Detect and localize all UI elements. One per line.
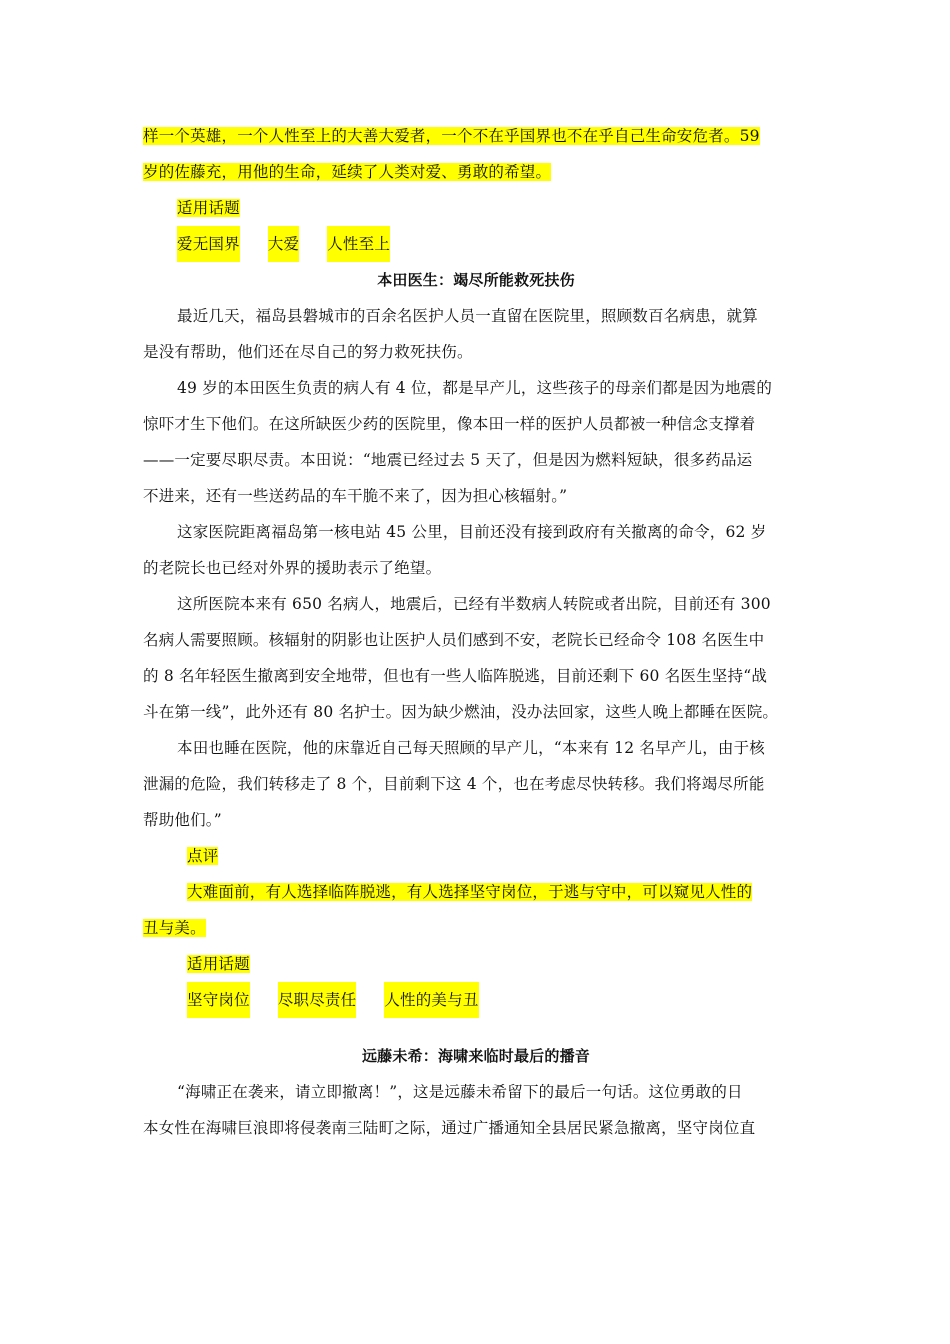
paragraph-line: “海啸正在袭来，请立即撤离！”，这是远藤未希留下的最后一句话。这位勇敢的日 <box>177 1083 743 1101</box>
paragraph-line: 帮助他们。” <box>143 811 222 829</box>
paragraph-line: 惊吓才生下他们。在这所缺医少药的医院里，像本田一样的医护人员都被一种信念支撑着 <box>143 415 756 433</box>
section-gap <box>143 1018 809 1038</box>
paragraph-line: 这家医院距离福岛第一核电站 45 公里，目前还没有接到政府有关撤离的命令，62 岁 <box>177 523 767 541</box>
paragraph-line: 名病人需要照顾。核辐射的阴影也让医护人员们感到不安，老院长已经命令 108 名医生中 <box>143 631 765 649</box>
highlighted-text: 大难面前，有人选择临阵脱逃，有人选择坚守岗位，于逃与守中，可以窥见人性的 <box>187 883 753 901</box>
comment-line-1 <box>143 874 809 910</box>
comment-line-2 <box>143 910 809 946</box>
paragraph-line: 49 岁的本田医生负责的病人有 4 位，都是早产儿，这些孩子的母亲们都是因为地震的 <box>177 379 773 397</box>
paragraph-line: 本田也睡在医院，他的床靠近自己每天照顾的早产儿，“本来有 12 名早产儿，由于核 <box>177 739 766 757</box>
section-title: 本田医生：竭尽所能救死扶伤 <box>377 271 575 289</box>
section1-topics <box>143 982 809 1018</box>
topic-tag: 尽职尽责任 <box>278 982 357 1018</box>
intro-topics <box>143 226 809 262</box>
intro-line-2 <box>143 154 809 190</box>
topic-tag: 人性的美与丑 <box>384 982 478 1018</box>
document-page <box>143 118 809 1146</box>
topic-tag: 爱无国界 <box>177 226 240 262</box>
paragraph-line: 的老院长也已经对外界的援助表示了绝望。 <box>143 559 442 577</box>
topic-tag: 人性至上 <box>327 226 390 262</box>
paragraph-line: 的 8 名年轻医生撤离到安全地带，但也有一些人临阵脱逃，目前还剩下 60 名医生坚持“战 <box>143 667 768 685</box>
paragraph-line: ——一定要尽职尽责。本田说：“地震已经过去 5 天了，但是因为燃料短缺，很多药品运 <box>143 451 753 469</box>
paragraph-line: 斗在第一线”，此外还有 80 名护士。因为缺少燃油，没办法回家，这些人晚上都睡在医院。 <box>143 703 779 721</box>
paragraph-line: 是没有帮助，他们还在尽自己的努力救死扶伤。 <box>143 343 473 361</box>
section1-topic-label: 适用话题 <box>187 955 250 973</box>
highlighted-text: 样一个英雄，一个人性至上的大善大爱者，一个不在乎国界也不在乎自己生命安危者。59 <box>143 127 760 145</box>
section-title: 远藤未希：海啸来临时最后的播音 <box>361 1047 590 1065</box>
comment-label: 点评 <box>187 847 219 865</box>
intro-line-1 <box>143 118 809 154</box>
highlighted-text: 丑与美。 <box>143 919 206 937</box>
paragraph-line: 最近几天，福岛县磐城市的百余名医护人员一直留在医院里，照顾数百名病患，就算 <box>177 307 758 325</box>
paragraph-line: 这所医院本来有 650 名病人，地震后，已经有半数病人转院或者出院，目前还有 300 <box>177 595 771 613</box>
paragraph-line: 本女性在海啸巨浪即将侵袭南三陆町之际，通过广播通知全县居民紧急撤离，坚守岗位直 <box>143 1119 756 1137</box>
paragraph-line: 不进来，还有一些送药品的车干脆不来了，因为担心核辐射。” <box>143 487 568 505</box>
intro-topic-label: 适用话题 <box>177 199 240 217</box>
topic-tag: 大爱 <box>268 226 299 262</box>
highlighted-text: 岁的佐藤充，用他的生命，延续了人类对爱、勇敢的希望。 <box>143 163 552 181</box>
topic-tag: 坚守岗位 <box>187 982 250 1018</box>
paragraph-line: 泄漏的危险，我们转移走了 8 个，目前剩下这 4 个，也在考虑尽快转移。我们将竭尽所能 <box>143 775 765 793</box>
